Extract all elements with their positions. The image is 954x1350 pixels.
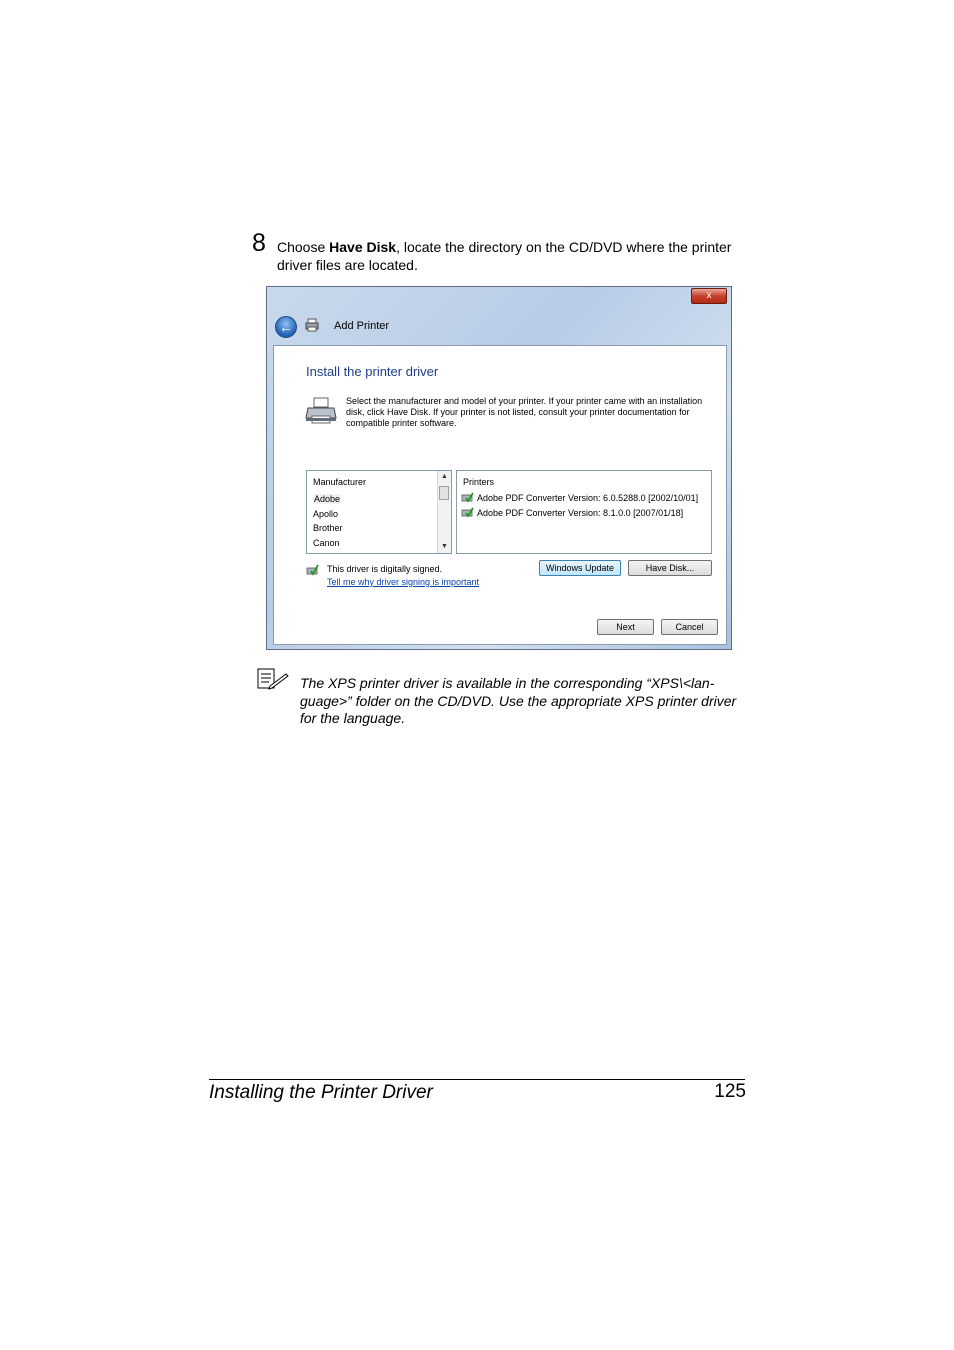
list-item[interactable]: Brother xyxy=(313,523,343,533)
manufacturer-list[interactable] xyxy=(306,470,452,554)
instructions-text: Select the manufacturer and model of your printer. If your printer came with an installation disk, click Have Disk. If your printer is not listed, consult your printer documentation for compatible printer software. xyxy=(346,396,703,428)
dialog-title: Add Printer xyxy=(334,320,390,332)
add-printer-dialog xyxy=(266,286,732,650)
list-item[interactable] xyxy=(461,507,683,518)
scroll-up-icon[interactable]: ▲ xyxy=(441,473,448,480)
step-bold-term: Have Disk xyxy=(329,239,397,255)
step-suffix: , locate the directory on the CD/DVD where the printer driver files are located. xyxy=(277,239,732,273)
scroll-down-icon[interactable]: ▼ xyxy=(441,543,448,550)
page-heading: Install the printer driver xyxy=(306,364,439,379)
windows-update-button[interactable]: Windows Update xyxy=(539,560,621,576)
cancel-button[interactable]: Cancel xyxy=(661,619,718,635)
signed-driver-icon xyxy=(306,564,319,576)
printer-model: Adobe PDF Converter Version: 8.1.0.0 [2007/01/18] xyxy=(477,507,684,518)
next-button[interactable]: Next xyxy=(597,619,654,635)
list-item[interactable]: Adobe xyxy=(314,494,341,504)
signed-driver-icon xyxy=(461,492,474,503)
back-arrow-icon[interactable]: ← xyxy=(275,316,297,338)
printer-model: Adobe PDF Converter Version: 6.0.5288.0 [2002/10/01] xyxy=(477,492,699,503)
manufacturer-header: Manufacturer xyxy=(313,477,367,487)
printer-icon xyxy=(305,318,319,332)
printer-install-icon xyxy=(304,396,338,426)
step-instruction xyxy=(277,238,747,274)
footer-title: Installing the Printer Driver xyxy=(209,1082,433,1103)
step-number: 8 xyxy=(252,229,266,257)
page-number: 125 xyxy=(714,1081,746,1102)
list-item[interactable] xyxy=(461,492,698,503)
driver-signing-link[interactable]: Tell me why driver signing is important xyxy=(327,577,480,587)
note-text: The XPS printer driver is available in the corresponding “XPS\<lan-guage>” folder on the CD/DVD. Use the appropriate XPS printer driver for the language. xyxy=(300,675,737,726)
signed-driver-icon xyxy=(461,507,474,518)
manufacturer-scrollbar[interactable] xyxy=(437,471,451,553)
scroll-thumb[interactable] xyxy=(439,486,449,500)
footer-rule xyxy=(209,1079,745,1080)
signed-status-text: This driver is digitally signed. xyxy=(327,564,443,574)
printers-list[interactable] xyxy=(456,470,712,554)
dialog-content xyxy=(273,345,727,645)
step-prefix: Choose xyxy=(277,239,330,255)
have-disk-button[interactable]: Have Disk... xyxy=(628,560,712,576)
note-icon xyxy=(256,668,290,690)
list-item[interactable]: Apollo xyxy=(313,509,339,519)
printers-header: Printers xyxy=(463,477,495,487)
list-item[interactable]: Canon xyxy=(313,538,340,548)
close-button[interactable]: x xyxy=(691,288,727,304)
